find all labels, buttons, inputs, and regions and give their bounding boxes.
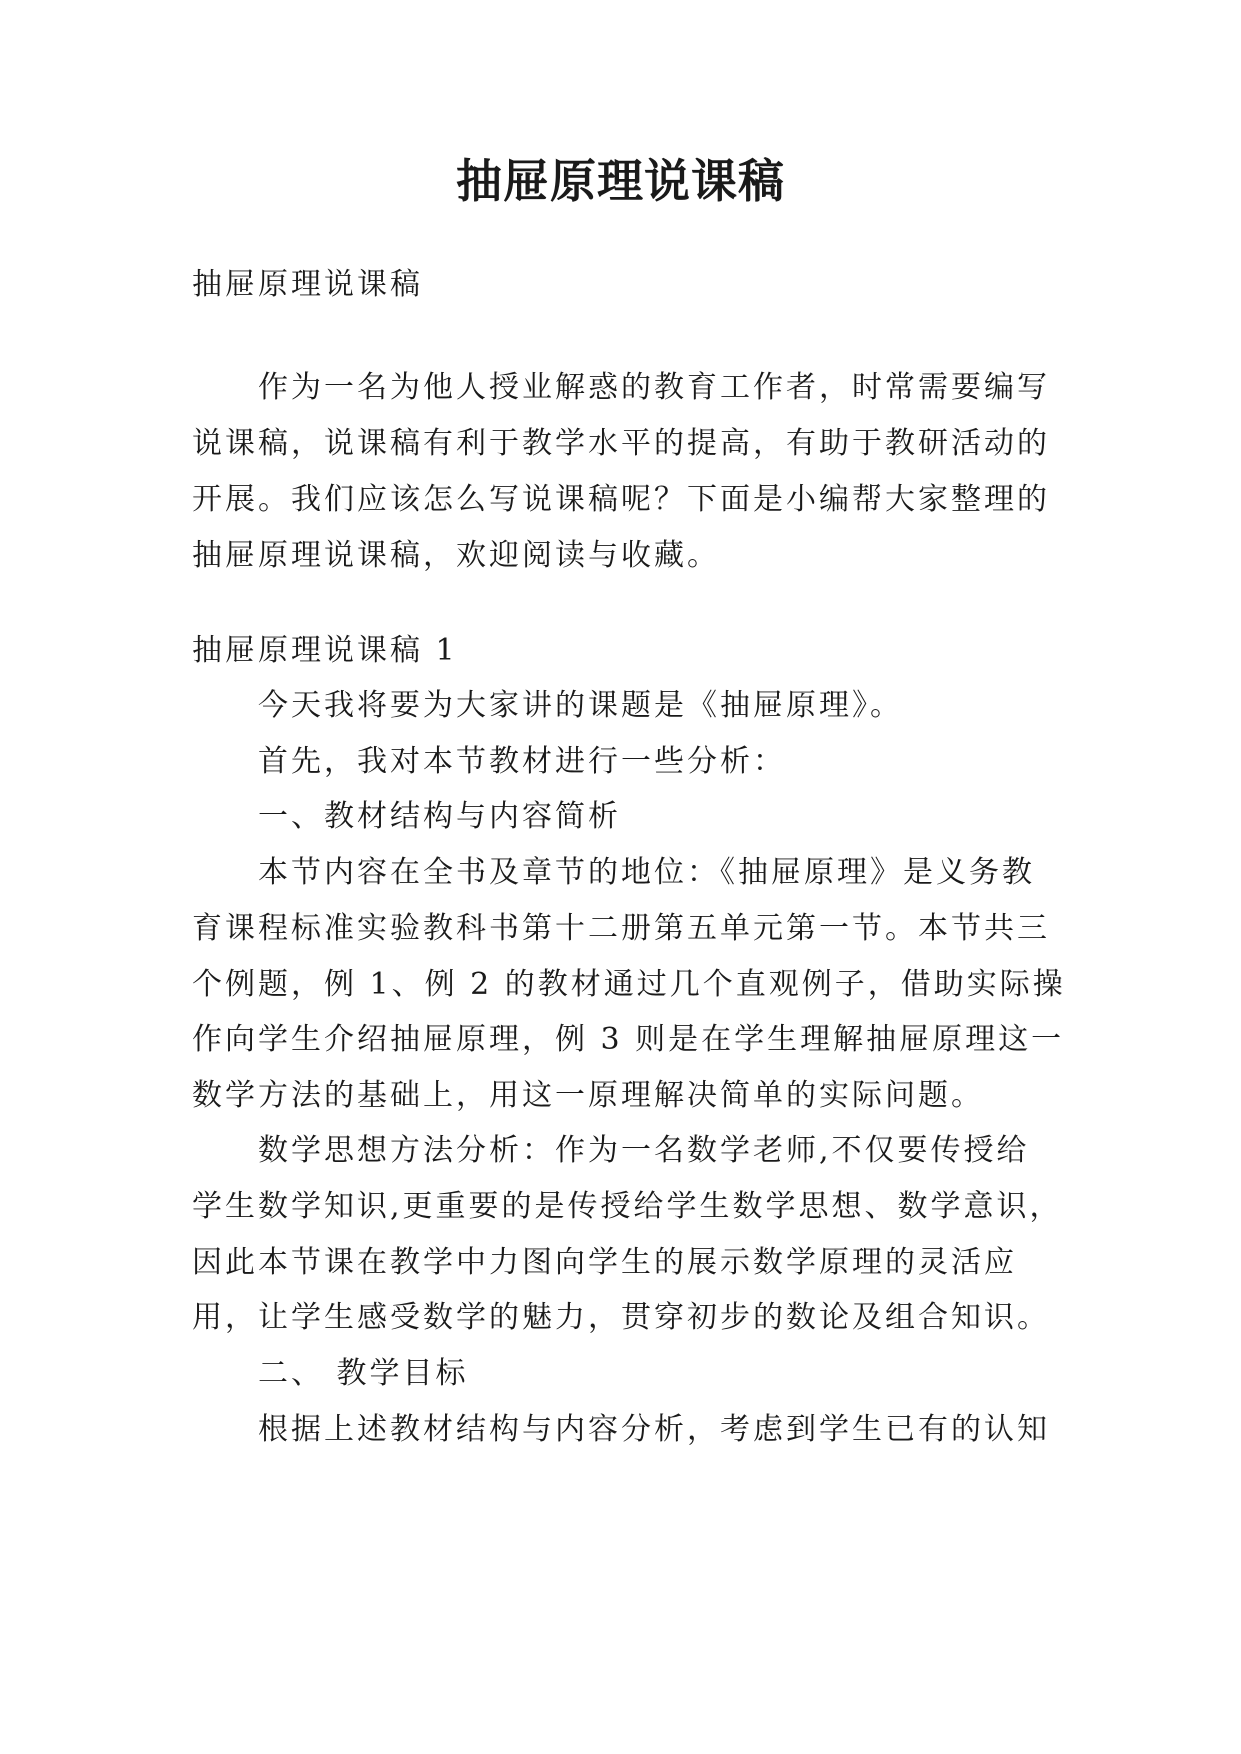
paragraph-3-line-2: 育课程标准实验教科书第十二册第五单元第一节。本节共三 xyxy=(192,911,1050,946)
paragraph-3-line-1: 本节内容在全书及章节的地位：《抽屉原理》是义务教 xyxy=(258,855,1035,890)
paragraph-4-line-4: 用，让学生感受数学的魅力，贯穿初步的数论及组合知识。 xyxy=(192,1300,1050,1335)
paragraph-3-line-3: 个例题，例 1、例 2 的教材通过几个直观例子，借助实际操 xyxy=(192,967,1066,1002)
paragraph-4-line-2: 学生数学知识,更重要的是传授给学生数学思想、数学意识， xyxy=(192,1189,1063,1224)
paragraph-1: 今天我将要为大家讲的课题是《抽屉原理》。 xyxy=(258,688,903,723)
document-subtitle: 抽屉原理说课稿 xyxy=(192,267,423,302)
paragraph-3-line-5: 数学方法的基础上，用这一原理解决简单的实际问题。 xyxy=(192,1078,984,1113)
paragraph-5: 根据上述教材结构与内容分析，考虑到学生已有的认知 xyxy=(258,1412,1050,1447)
heading-1: 一、教材结构与内容简析 xyxy=(258,799,621,834)
section-heading: 抽屉原理说课稿 1 xyxy=(192,633,458,668)
heading-2: 二、 教学目标 xyxy=(258,1356,469,1391)
paragraph-4-line-3: 因此本节课在教学中力图向学生的展示数学原理的灵活应 xyxy=(192,1245,1017,1280)
intro-line-4: 抽屉原理说课稿，欢迎阅读与收藏。 xyxy=(192,538,720,573)
intro-line-2: 说课稿，说课稿有利于教学水平的提高，有助于教研活动的 xyxy=(192,426,1050,461)
document-title: 抽屉原理说课稿 xyxy=(456,154,785,208)
paragraph-4-line-1: 数学思想方法分析：作为一名数学老师,不仅要传授给 xyxy=(258,1133,1030,1168)
paragraph-2: 首先，我对本节教材进行一些分析： xyxy=(258,744,786,779)
intro-line-1: 作为一名为他人授业解惑的教育工作者，时常需要编写 xyxy=(258,370,1050,405)
intro-line-3: 开展。我们应该怎么写说课稿呢？下面是小编帮大家整理的 xyxy=(192,482,1050,517)
paragraph-3-line-4: 作向学生介绍抽屉原理，例 3 则是在学生理解抽屉原理这一 xyxy=(192,1022,1065,1057)
